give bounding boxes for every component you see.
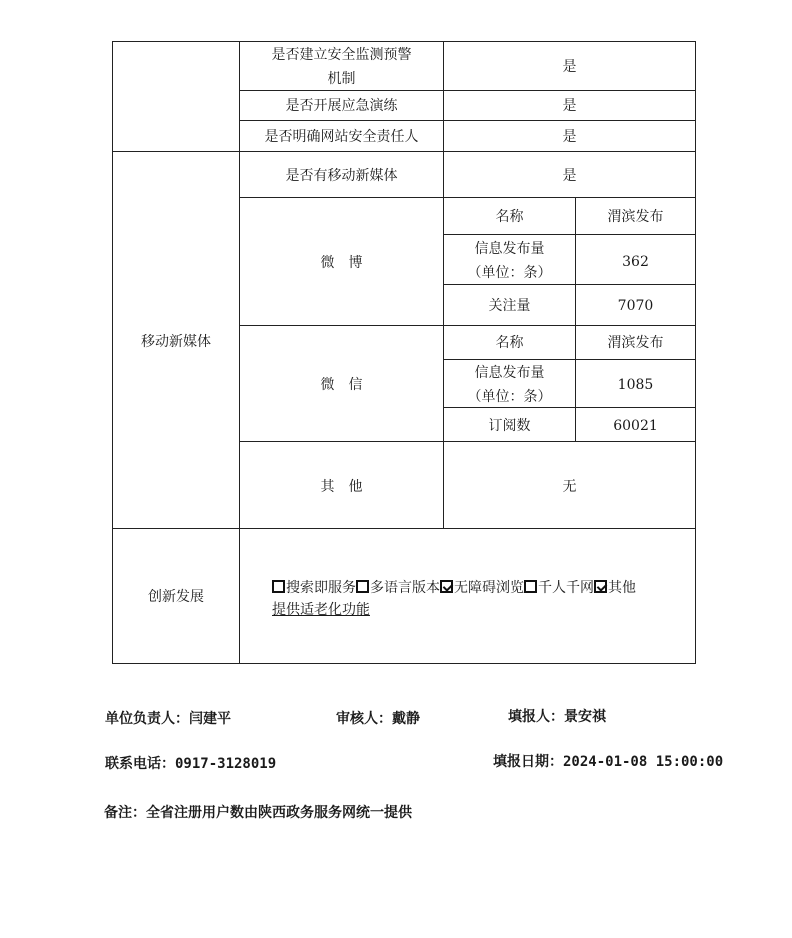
- reviewer: 审核人：戴静: [336, 711, 420, 727]
- weibo-followers-value: 7070: [617, 298, 654, 314]
- weibo-followers-label: 关注量: [488, 298, 531, 314]
- option-search-as-service[interactable]: 搜索即服务: [272, 580, 356, 596]
- unit-head: 单位负责人：闫建平: [105, 711, 231, 727]
- innovation-options: [272, 577, 636, 621]
- option-accessibility[interactable]: 无障碍浏览: [440, 580, 524, 596]
- weibo-name-value: 渭滨发布: [607, 209, 664, 225]
- drill-value: 是: [562, 98, 577, 114]
- weibo-posts-unit: （单位：条）: [467, 265, 552, 281]
- filler: 填报人：景安祺: [508, 709, 606, 725]
- weibo-posts-label: 信息发布量: [474, 241, 545, 257]
- fill-date: 填报日期：2024-01-08 15:00:00: [493, 754, 724, 770]
- innovation-label: 创新发展: [148, 589, 204, 605]
- weibo-posts-value: 362: [622, 254, 649, 270]
- option-multilingual[interactable]: 多语言版本: [356, 580, 440, 596]
- other-label: 其 他: [320, 479, 363, 495]
- wechat-posts-unit: （单位：条）: [467, 389, 552, 405]
- footnote: 备注：全省注册用户数由陕西政务服务网统一提供: [104, 805, 412, 821]
- wechat-posts-value: 1085: [617, 377, 654, 393]
- weibo-label: 微 博: [320, 255, 363, 271]
- wechat-subscribers-value: 60021: [613, 418, 658, 434]
- new-media-section-label: 移动新媒体: [141, 334, 211, 350]
- innovation-other-text: 提供适老化功能: [272, 602, 370, 618]
- checkbox-checked-icon[interactable]: [440, 580, 453, 593]
- contact-phone: 联系电话：0917-3128019: [105, 756, 277, 772]
- has-new-media-label: 是否有移动新媒体: [285, 168, 398, 184]
- has-new-media-value: 是: [562, 168, 577, 184]
- weibo-name-label: 名称: [495, 209, 524, 225]
- monitoring-label-cont: 机制: [327, 71, 356, 87]
- wechat-posts-label: 信息发布量: [474, 365, 545, 381]
- option-personalized[interactable]: 千人千网: [524, 580, 594, 596]
- monitoring-value: 是: [562, 59, 577, 75]
- drill-label: 是否开展应急演练: [285, 98, 398, 114]
- option-other[interactable]: 其他: [594, 580, 636, 596]
- checkbox-icon[interactable]: [272, 580, 285, 593]
- responsible-label: 是否明确网站安全责任人: [264, 129, 419, 145]
- monitoring-label: 是否建立安全监测预警: [271, 47, 412, 63]
- responsible-value: 是: [562, 129, 577, 145]
- checkbox-icon[interactable]: [356, 580, 369, 593]
- checkbox-checked-icon[interactable]: [594, 580, 607, 593]
- other-value: 无: [562, 479, 577, 495]
- wechat-label: 微 信: [320, 377, 363, 393]
- wechat-subscribers-label: 订阅数: [488, 418, 531, 434]
- checkbox-icon[interactable]: [524, 580, 537, 593]
- wechat-name-label: 名称: [495, 335, 524, 351]
- wechat-name-value: 渭滨发布: [607, 335, 664, 351]
